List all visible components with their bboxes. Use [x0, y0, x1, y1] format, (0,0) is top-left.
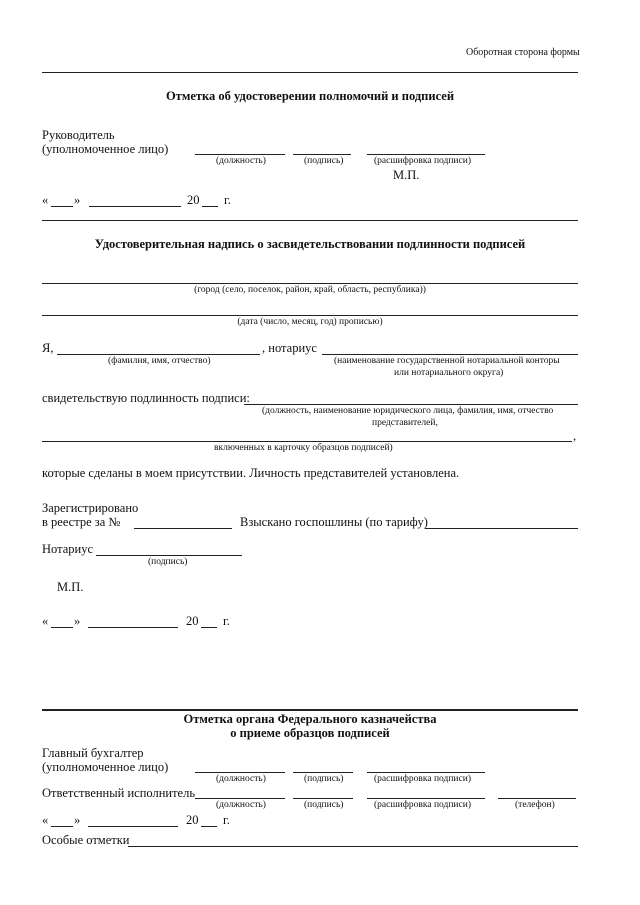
special-notes-label: Особые отметки: [42, 833, 130, 847]
special-notes-field[interactable]: [128, 846, 578, 847]
city-line[interactable]: [42, 283, 578, 284]
date-words-line[interactable]: [42, 315, 578, 316]
section1-divider: [42, 220, 578, 221]
date3-close-quote: »: [74, 813, 81, 827]
executor-phone-line[interactable]: [498, 798, 576, 799]
caption-notary-sign: (подпись): [148, 557, 188, 567]
date2-day-field[interactable]: [51, 627, 73, 628]
year2-suffix: г.: [223, 614, 230, 628]
caption-executor-position: (должность): [216, 800, 266, 810]
fio-line[interactable]: [57, 354, 260, 355]
form-side-label: Оборотная сторона формы: [466, 47, 580, 58]
notary-sign-label: Нотариус: [42, 542, 94, 556]
caption-position: (должность): [216, 156, 266, 166]
caption-date-words: (дата (число, месяц, год) прописью): [237, 317, 383, 327]
notary-signature-field[interactable]: [96, 555, 242, 556]
head-signature-line[interactable]: [293, 154, 351, 155]
continuation-comma: ,: [573, 429, 577, 443]
accountant-decoding-line[interactable]: [367, 772, 485, 773]
section3-title-2: о приеме образцов подписей: [230, 726, 390, 740]
witness-label: свидетельствую подлинность подписи:: [42, 391, 250, 405]
i-label: Я,: [42, 341, 54, 355]
executor-position-line[interactable]: [195, 798, 285, 799]
date2-year-field[interactable]: [201, 627, 217, 628]
executor-label: Ответственный исполнитель: [42, 786, 196, 800]
executor-decoding-line[interactable]: [367, 798, 485, 799]
year2-prefix: 20: [186, 614, 199, 628]
notary-label: , нотариус: [262, 341, 317, 355]
registry-number-field[interactable]: [134, 528, 232, 529]
head-position-line[interactable]: [195, 154, 285, 155]
date2-open-quote: «: [42, 614, 49, 628]
date-month-field[interactable]: [89, 206, 181, 207]
date2-close-quote: »: [74, 614, 81, 628]
caption-city: (город (село, поселок, район, край, область, республика)): [194, 285, 426, 295]
caption-executor-decoding: (расшифровка подписи): [374, 800, 471, 810]
caption-fio: (фамилия, имя, отчество): [108, 356, 211, 366]
date2-month-field[interactable]: [88, 627, 178, 628]
accountant-position-line[interactable]: [195, 772, 285, 773]
fee-field[interactable]: [425, 528, 578, 529]
presence-text: которые сделаны в моем присутствии. Личность представителей установлена.: [42, 466, 460, 480]
caption-signature: (подпись): [304, 156, 344, 166]
witness-continuation-line[interactable]: [42, 441, 572, 442]
year3-prefix: 20: [186, 813, 199, 827]
caption-executor-phone: (телефон): [515, 800, 555, 810]
caption-executor-signature: (подпись): [304, 800, 344, 810]
date3-day-field[interactable]: [51, 826, 73, 827]
caption-office-2: или нотариального округа): [394, 368, 504, 378]
notary-office-line[interactable]: [322, 354, 578, 355]
year-prefix: 20: [187, 193, 200, 207]
head-decoding-line[interactable]: [367, 154, 485, 155]
caption-accountant-position: (должность): [216, 774, 266, 784]
caption-included: включенных в карточку образцов подписей): [214, 443, 393, 453]
accountant-signature-line[interactable]: [293, 772, 353, 773]
date-open-quote: «: [42, 193, 49, 207]
caption-accountant-decoding: (расшифровка подписи): [374, 774, 471, 784]
accountant-label-2: (уполномоченное лицо): [42, 760, 169, 774]
caption-office-1: (наименование государственной нотариальной конторы: [334, 356, 560, 366]
date-close-quote: »: [74, 193, 81, 207]
section1-title: Отметка об удостоверении полномочий и подписей: [165, 89, 455, 103]
stamp-mark: М.П.: [393, 168, 420, 182]
caption-witness-1: (должность, наименование юридического лица, фамилия, имя, отчество: [262, 406, 554, 416]
caption-witness-2: представителей,: [372, 418, 438, 428]
registered-label-1: Зарегистрировано: [42, 501, 139, 515]
year3-suffix: г.: [223, 813, 230, 827]
caption-decoding: (расшифровка подписи): [374, 156, 471, 166]
top-divider: [42, 72, 578, 73]
accountant-label-1: Главный бухгалтер: [42, 746, 144, 760]
date-year-field[interactable]: [202, 206, 218, 207]
notary-stamp-mark: М.П.: [57, 580, 84, 594]
fee-label: Взыскано госпошлины (по тарифу): [240, 515, 428, 529]
executor-signature-line[interactable]: [293, 798, 353, 799]
date3-month-field[interactable]: [88, 826, 178, 827]
section3-divider: [42, 709, 578, 711]
date-day-field[interactable]: [51, 206, 73, 207]
caption-accountant-signature: (подпись): [304, 774, 344, 784]
registered-label-2: в реестре за №: [42, 515, 121, 529]
year-suffix: г.: [224, 193, 231, 207]
date3-year-field[interactable]: [201, 826, 217, 827]
section3-title-1: Отметка органа Федерального казначейства: [183, 712, 437, 726]
section2-title: Удостоверительная надпись о засвидетельствовании подлинности подписей: [94, 237, 526, 251]
head-label-line2: (уполномоченное лицо): [42, 142, 169, 156]
head-label-line1: Руководитель: [42, 128, 115, 142]
witness-line[interactable]: [244, 404, 578, 405]
date3-open-quote: «: [42, 813, 49, 827]
